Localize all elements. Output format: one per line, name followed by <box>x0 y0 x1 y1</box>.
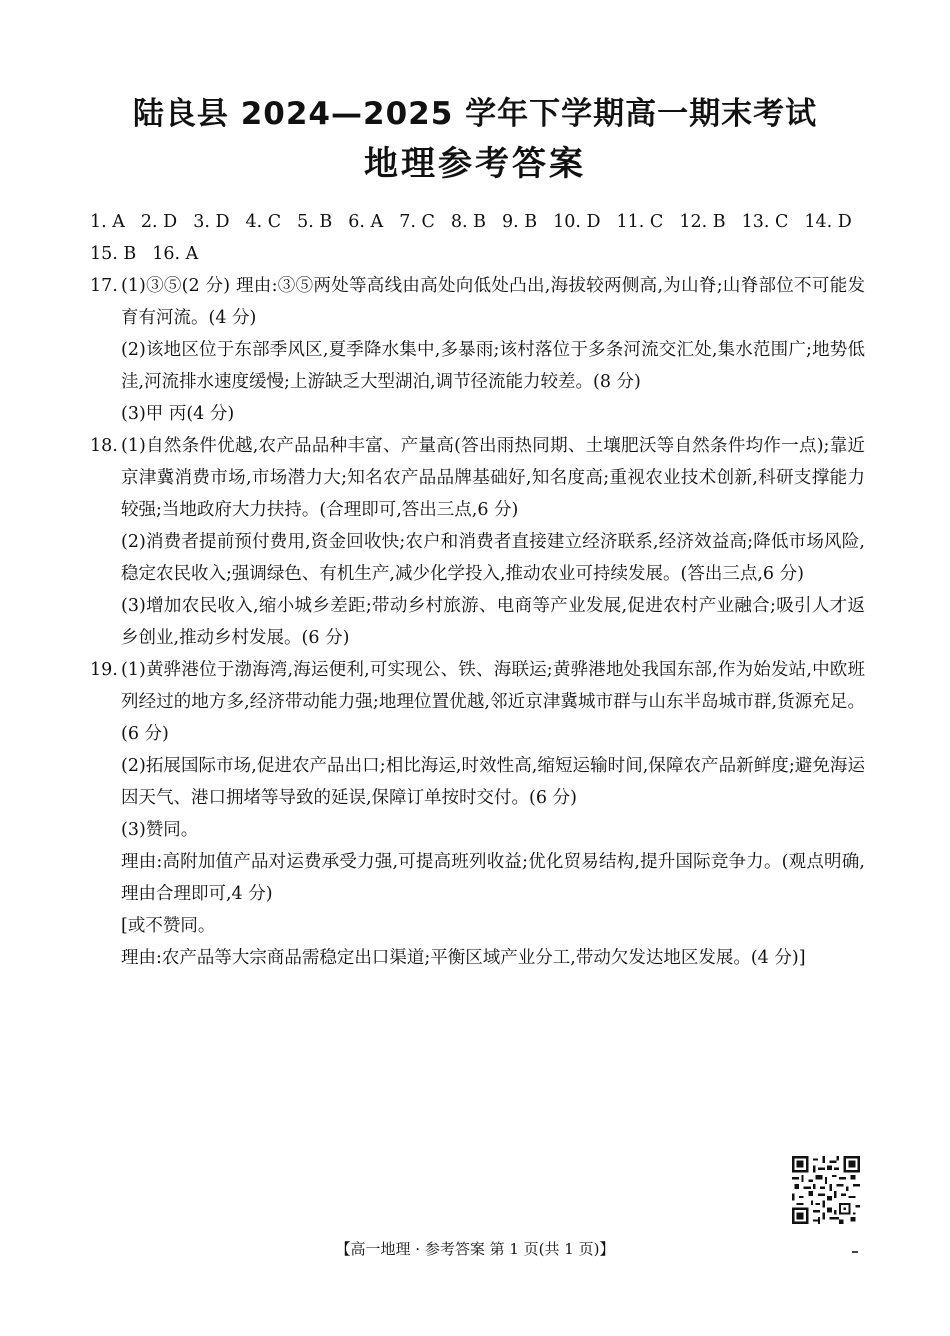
qr-code-icon <box>792 1156 860 1224</box>
mc-answer: 7. C <box>399 212 435 232</box>
mc-answer: 6. A <box>348 212 384 232</box>
question-19 <box>90 654 865 974</box>
answer-paragraph: (3)增加农民收入,缩小城乡差距;带动乡村旅游、电商等产业发展,促进农村产业融合;吸引人才返乡创业,推动乡村发展。(6 分) <box>121 596 865 648</box>
answer-paragraph: (3)甲 丙(4 分) <box>121 404 235 424</box>
answer-paragraph: 理由:农产品等大宗商品需稳定出口渠道;平衡区域产业分工,带动欠发达地区发展。(4 分)] <box>121 948 806 968</box>
question-number: 19. <box>90 660 118 680</box>
question-number: 17. <box>90 276 118 296</box>
scan-mark <box>852 1251 858 1253</box>
mc-answer: 5. B <box>297 212 333 232</box>
answer-paragraph: (2)该地区位于东部季风区,夏季降水集中,多暴雨;该村落位于多条河流交汇处,集水范围广;地势低洼,河流排水速度缓慢;上游缺乏大型湖泊,调节径流能力较差。(8 分) <box>121 340 865 392</box>
answer-paragraph: (3)赞同。 <box>121 820 199 840</box>
mc-answer: 14. D <box>804 212 852 232</box>
mc-answer: 10. D <box>553 212 601 232</box>
answer-key-title: 地理参考答案 <box>364 144 586 184</box>
page-footer: 【高一地理 · 参考答案 第 1 页(共 1 页)】 <box>335 1240 615 1258</box>
question-18 <box>90 430 865 654</box>
question-17 <box>90 270 865 430</box>
question-number: 18. <box>90 436 118 456</box>
answer-paragraph: 理由:高附加值产品对运费承受力强,可提高班列收益;优化贸易结构,提升国际竞争力。(观点明确,理由合理即可,4 分) <box>121 852 865 904</box>
answer-paragraph: (2)消费者提前预付费用,资金回收快;农户和消费者直接建立经济联系,经济效益高;降低市场风险,稳定农民收入;强调绿色、有机生产,减少化学投入,推动农业可持续发展。(答出三点,6 分) <box>121 532 865 584</box>
mc-answer: 3. D <box>193 212 230 232</box>
mc-answer: 11. C <box>616 212 664 232</box>
answer-paragraph: (1)黄骅港位于渤海湾,海运便利,可实现公、铁、海联运;黄骅港地处我国东部,作为始发站,中欧班列经过的地方多,经济带动能力强;地理位置优越,邻近京津冀城市群与山东半岛城市群,货源充足。(6 分) <box>121 660 865 744</box>
mc-answer: 16. A <box>152 244 199 264</box>
answer-paragraph: [或不赞同。 <box>121 916 216 936</box>
answer-content <box>90 206 865 974</box>
mc-answer: 8. B <box>450 212 486 232</box>
mc-answer: 4. C <box>245 212 282 232</box>
mc-answers-line-1 <box>90 206 865 238</box>
answer-paragraph: (2)拓展国际市场,促进农产品出口;相比海运,时效性高,缩短运输时间,保障农产品新鲜度;避免海运因天气、港口拥堵等导致的延误,保障订单按时交付。(6 分) <box>121 756 865 808</box>
mc-answer: 15. B <box>90 244 137 264</box>
answer-paragraph: (1)自然条件优越,农产品品种丰富、产量高(答出雨热同期、土壤肥沃等自然条件均作一点);靠近京津冀消费市场,市场潜力大;知名农产品品牌基础好,知名度高;重视农业技术创新,科研支撑能力较强;当地政府大力扶持。(合理即可,答出三点,6 分) <box>121 436 865 520</box>
mc-answer: 1. A <box>90 212 125 232</box>
mc-answer: 13. C <box>741 212 789 232</box>
mc-answer: 9. B <box>501 212 538 232</box>
exam-title: 陆良县 2024—2025 学年下学期高一期末考试 <box>132 96 818 132</box>
mc-answer: 2. D <box>140 212 178 232</box>
answer-paragraph: (1)③⑤(2 分) 理由:③⑤两处等高线由高处向低处凸出,海拔较两侧高,为山脊;山脊部位不可能发育有河流。(4 分) <box>121 276 865 328</box>
mc-answers-line-2 <box>90 238 865 270</box>
mc-answer: 12. B <box>679 212 726 232</box>
